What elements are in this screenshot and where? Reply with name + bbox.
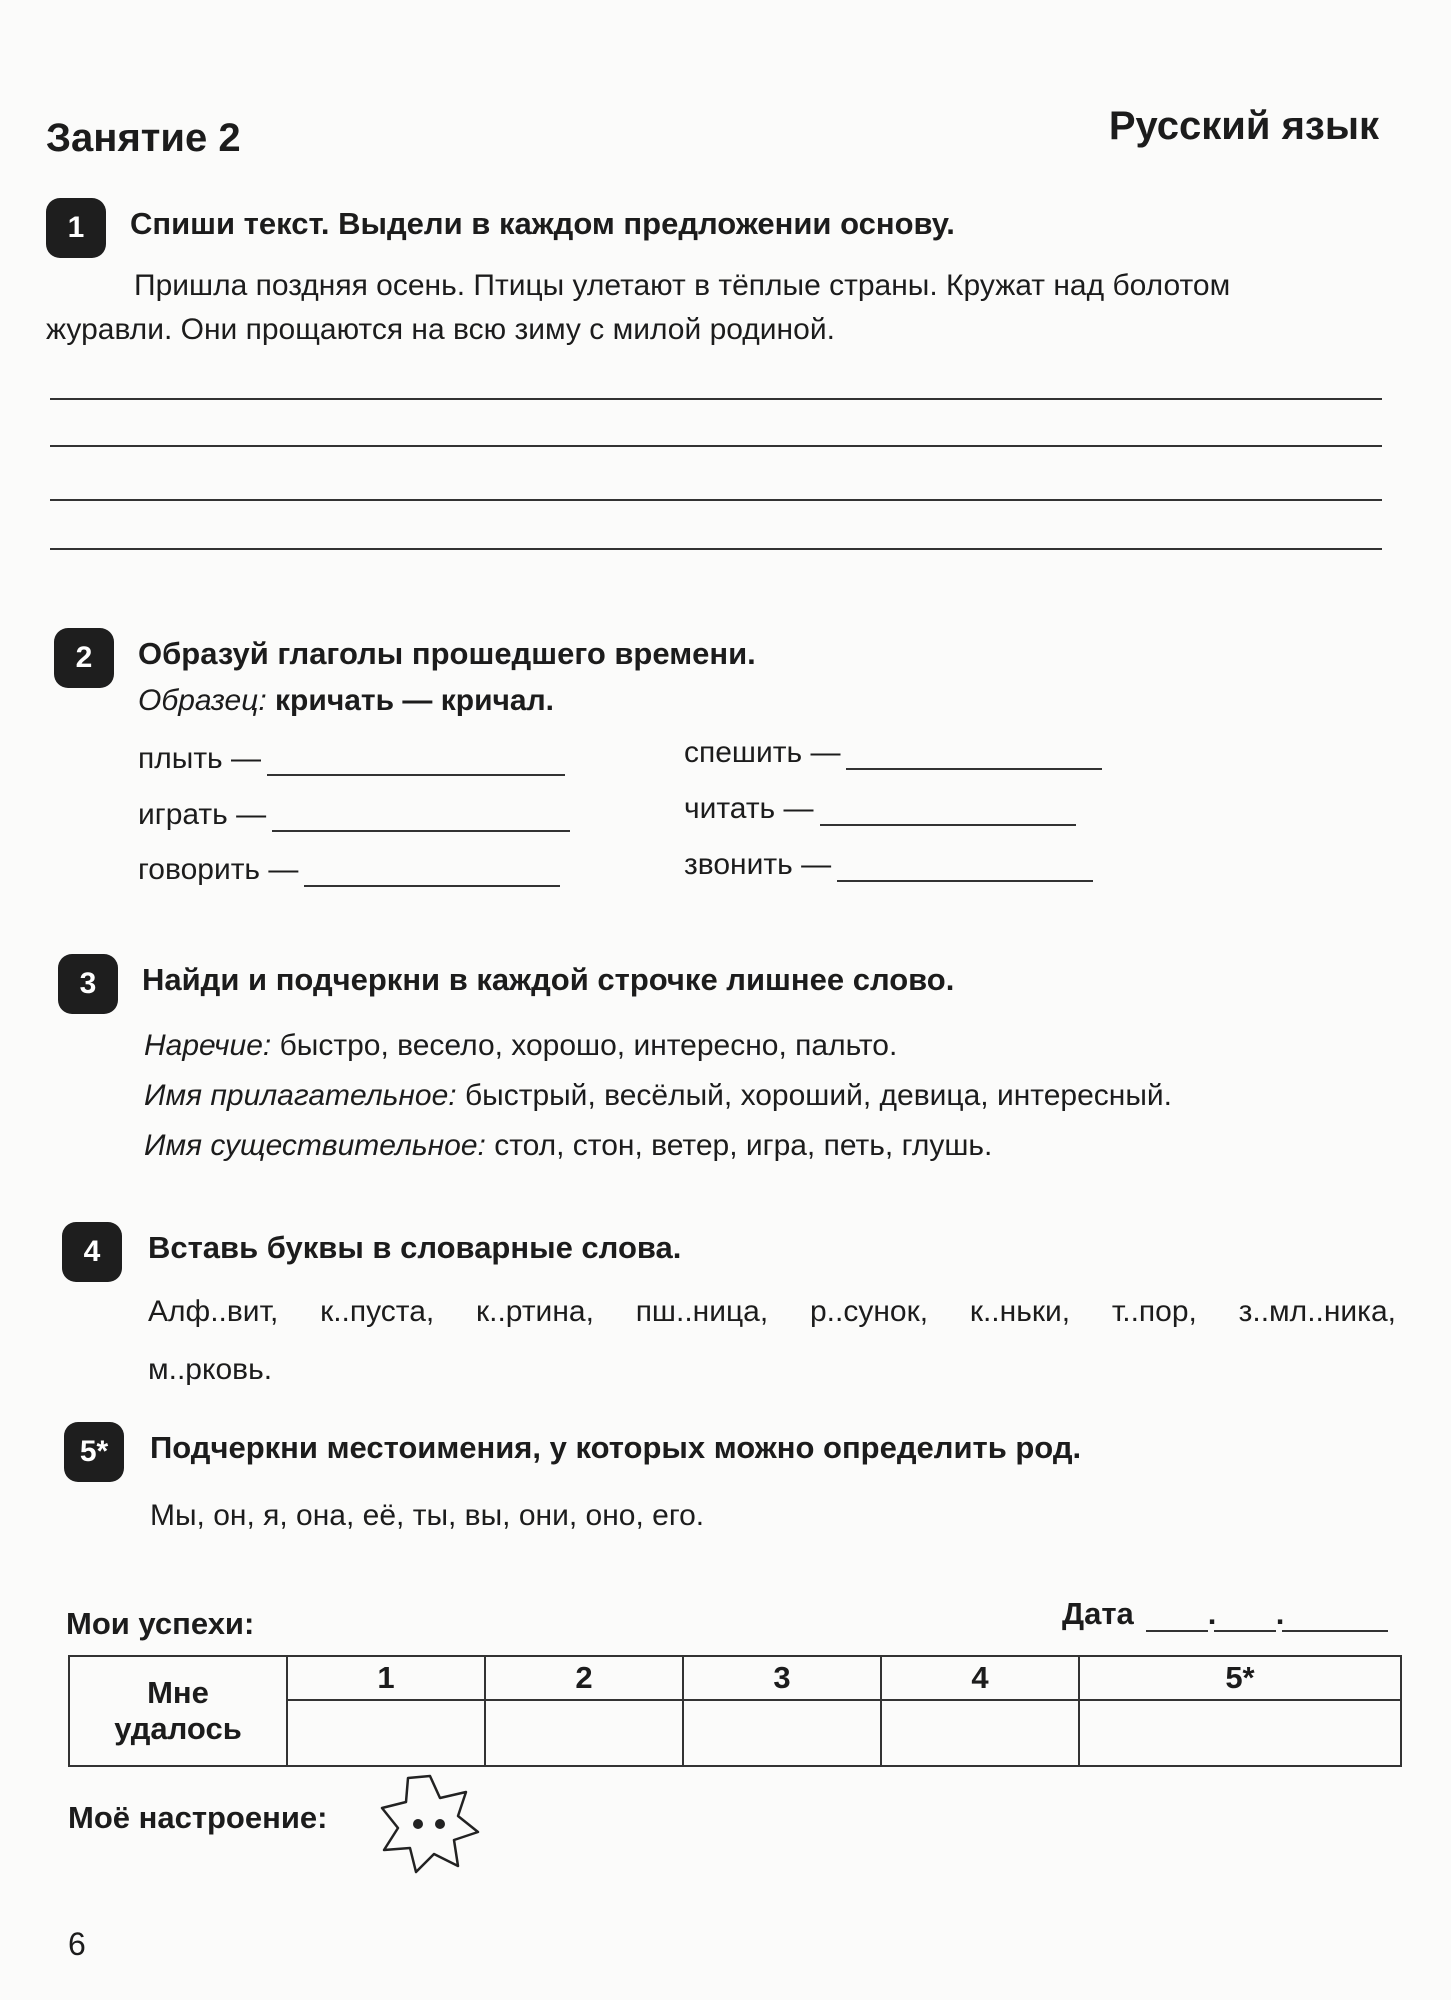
date-month-blank[interactable] [1214,1602,1276,1632]
progress-cell[interactable] [881,1700,1079,1766]
task-number-badge: 3 [58,954,118,1014]
task-number-badge: 5* [64,1422,124,1482]
task-5-title: Подчеркни местоимения, у которых можно определить род. [150,1430,1082,1465]
lesson-title: Занятие 2 [46,116,241,160]
date-label: Дата [1062,1596,1134,1631]
task-4-title: Вставь буквы в словарные слова. [148,1230,682,1265]
example-label: Образец: [138,684,267,717]
task-5-pronouns[interactable]: Мы, он, я, она, её, ты, вы, они, оно, его. [150,1499,705,1532]
task-1-text-line-2: журавли. Они прощаются на всю зиму с милой родиной. [46,313,835,346]
row-words[interactable]: стол, стон, ветер, игра, петь, глушь. [494,1129,993,1162]
task-4-words-line-1[interactable]: Алф..вит, к..пуста, к..ртина, пш..ница, р..сунок, к..ньки, т..пор, з..мл..ника, [148,1295,1396,1328]
row-label: Наречие: [144,1029,272,1062]
verb-label: звонить — [684,848,832,881]
task-2-title: Образуй глаголы прошедшего времени. [138,636,756,671]
task-3-row [144,1024,897,1068]
task-3-row [144,1124,992,1168]
progress-row-label: Мне удалось [69,1656,287,1766]
progress-cell[interactable] [1079,1700,1401,1766]
progress-cell[interactable] [485,1700,683,1766]
date-field: Дата . . [1062,1596,1388,1632]
verb-item [684,736,1102,770]
progress-cell[interactable] [287,1700,485,1766]
progress-cell[interactable] [683,1700,881,1766]
task-number-badge: 1 [46,198,106,258]
verb-item [684,792,1076,826]
page-number: 6 [68,1926,86,1962]
task-1-title: Спиши текст. Выдели в каждом предложении основу. [130,206,955,241]
progress-column-header: 2 [485,1656,683,1700]
row-label: Имя прилагательное: [144,1079,457,1112]
verb-item [684,848,1093,882]
date-day-blank[interactable] [1146,1602,1208,1632]
task-3-title: Найди и подчеркни в каждой строчке лишнее слово. [142,962,955,997]
row-label: Имя существительное: [144,1129,486,1162]
task-number-badge: 2 [54,628,114,688]
writing-line[interactable] [50,445,1382,447]
task-1-text-line-1: Пришла поздняя осень. Птицы улетают в тёплые страны. Кружат над болотом [134,269,1231,302]
verb-item [138,798,570,832]
task-3-row [144,1074,1172,1118]
verb-label: читать — [684,792,814,825]
verb-item [138,853,560,887]
answer-blank[interactable] [304,855,560,887]
writing-line[interactable] [50,398,1382,400]
task-2-example [138,679,554,723]
writing-line[interactable] [50,499,1382,501]
answer-blank[interactable] [820,794,1076,826]
subject-title: Русский язык [1108,104,1379,148]
progress-column-header: 3 [683,1656,881,1700]
answer-blank[interactable] [846,738,1102,770]
answer-blank[interactable] [267,744,565,776]
verb-label: играть — [138,798,267,831]
progress-column-header: 4 [881,1656,1079,1700]
verb-label: плыть — [138,742,262,775]
mood-label: Моё настроение: [68,1800,328,1835]
row-words[interactable]: быстрый, весёлый, хороший, девица, интересный. [464,1079,1172,1112]
task-4-words-line-2[interactable]: м..рковь. [148,1353,273,1386]
progress-table [68,1655,1402,1767]
star-face-icon[interactable] [378,1770,482,1876]
example-text: кричать — кричал. [275,684,555,717]
date-year-blank[interactable] [1282,1602,1388,1632]
row-words[interactable]: быстро, весело, хорошо, интересно, пальто. [279,1029,898,1062]
task-number-badge: 4 [62,1222,122,1282]
progress-column-header: 5* [1079,1656,1401,1700]
success-label: Мои успехи: [66,1606,255,1641]
verb-item [138,742,565,776]
progress-column-header: 1 [287,1656,485,1700]
verb-label: спешить — [684,736,841,769]
answer-blank[interactable] [272,800,570,832]
writing-line[interactable] [50,548,1382,550]
verb-label: говорить — [138,853,299,886]
answer-blank[interactable] [837,850,1093,882]
